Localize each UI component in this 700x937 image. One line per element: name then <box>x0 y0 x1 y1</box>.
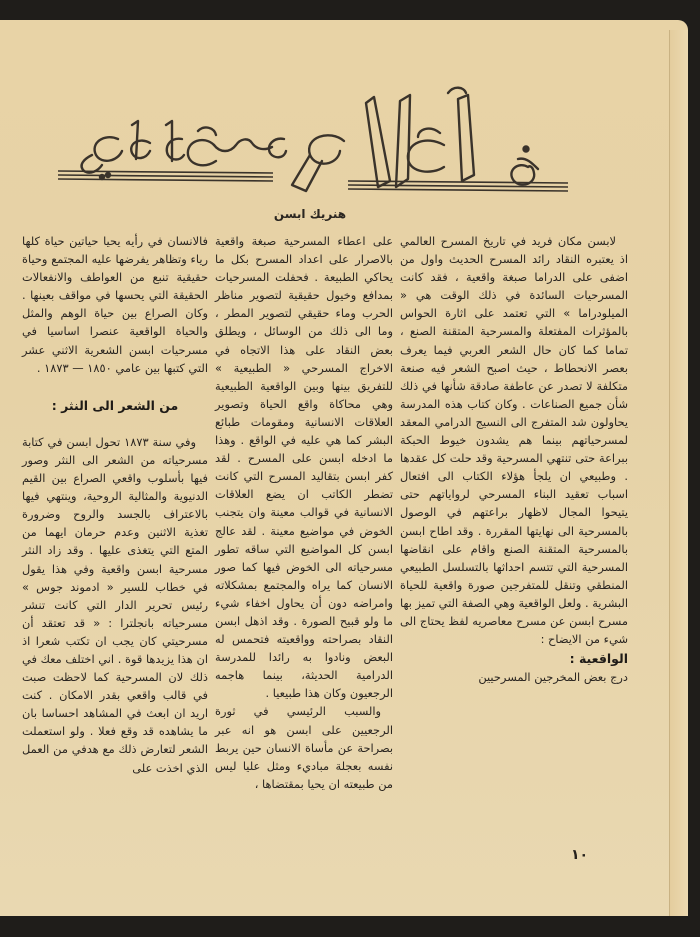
text-column-right <box>400 232 628 686</box>
text-column-middle <box>215 232 393 793</box>
page-number: ١٠ <box>571 847 589 863</box>
page-edge <box>669 30 688 916</box>
paragraph: درج بعض المخرجين المسرحيين <box>478 670 628 685</box>
paragraph: وفي سنة ١٨٧٣ تحول ابسن في كتابة مسرحياته من الشعر الى النثر وصور فيها بأسلوب واقعي الصراع بين القيم الدنيوية والمثالية الروحية، وينتهي فيها بالاعتراف بالجسد والروح وضرورة تغذية الاثنين وعدم حرمان ايهما من المتع التي يتغذى عليها . وقد زاد النثر مسرحية ابسن واقعية وفي هذا يقول في خطاب للسير « ادموند جوس » رئيس تحرير الدار التي كانت تنشر مسرحياته بانجلترا : « قد تعتقد أن مسرحيتي كان يجب ان تكتب شعرا اذ ان هذا يزيدها قوة . اني اختلف معك في ذلك لان المسرحية كما لاحظت صبت في قالب واقعي بقدر الامكان . كنت اريد ان ابعث في المشاهد احساسا بان ما يشاهده قد وقع فعلا . ولو استعملت الشعر لتعارض ذلك مع هدفي من العمل الذي اخذت على <box>22 434 208 775</box>
paragraph: فالانسان في رأيه يحيا حياتين حياة كلها رياء وتظاهر يفرضها عليه المجتمع وحياة حقيقية تنبع من العواطف والانفعالات الحقيقة التي يحسها في مواقف بعينها . وكان الصراع بين حياة الوهم والمثل والحياة الواقعية عنصرا اساسيا في مسرحيات ابسن الشعرية الاثني عشر التي كتبها بين عامي ١٨٥٠ — ١٨٧٣ . <box>22 234 208 375</box>
text-column-left <box>22 232 208 777</box>
paragraph: لابسن مكان فريد في تاريخ المسرح العالمي اذ يعتبره النقاد رائد المسرح الحديث واول من اضفى على الدراما صبغة واقعية ، فقد كانت المسرحيات السائدة في ذلك الوقت هي « الميلودراما » التي تعتمد على اثارة الحواس بالمؤثرات المفتعلة والمسرحية المتقنة الصنع ، تماما كما كان حال الشعر العربي فيما يعرف بعصر الانحطاط ، حيث اصبح الشعر فيه صنعة متكلفة لا تصدر عن عاطفة صادقة شأنها في ذلك شأن جميع الصناعات . وكان كتاب هذه المدرسة يحاولون شد المتفرج الى النسيج الدرامي المعقد لمسرحياتهم بينما هم يشدون خيوط الحبكة ببراعة حتى تنتهي المسرحية وقد حلت كل عقدها . وطبيعي ان يلجأ هؤلاء الكتاب الى افتعال اسباب تعقيد البناء المسرحي لرواياتهم حتى يتيحوا المجال لاظهار براعتهم في الوصول بالمسرحية الى نهايتها المقررة . وقد اطاح ابسن بالمسرحية المتقنة الصنع واقام على انقاضها المسرحية التي تتسم احداثها بالتسلسل الطبيعي المنطقي وتنقل للمتفرجين صورة واقعية للحياة البشرية . ولعل الواقعية وهي الصفة التي تميز بها مسرح ابسن عن مسرح معاصريه لفظ يحتاج الى شيء من الايضاح : <box>400 234 628 647</box>
paragraph: على اعطاء المسرحية صبغة واقعية بالاصرار على اعداد المسرح بكل ما يحاكي الطبيعة . فحفلت المسرحيات بمدافع وخيول حقيقية لتصوير مناظر الحرب وماء حقيقي لتصوير المطر ، وما الى ذلك من الوسائل ، ويطلق بعض النقاد على هذا الاتجاه في الاخراج المسرحي « الطبيعية » للتفريق بينها وبين الواقعية الطبيعية وهي محاكاة واقع الحياة وتصوير العلاقات الانسانية ومقومات طبائع البشر كما هي عليه في الواقع . وهذا ما ادخله ابسن على المسرح . لقد كفر ابسن بتقاليد المسرح التي كانت تضطر الكاتب ان يضع العلاقات الانسانية في قوالب معينة وان يتجنب الخوض في مواضيع معينة . لقد عالج ابسن كل المواضيع التي ساقه تطور مسرحياته الى الخوض فيها كما صور الانسان كما يراه والمجتمع بمشكلاته وامراضه دون أن يحاول اخفاء شيء ما ولو قبيح الصورة . وقد اذهل ابسن النقاد بصراحته وواقعيته فتحمس له البعض ونادوا به رائدا للمدرسة الدرامية الحديثة، بينما هاجمه الرجعيون وكان هذا طبيعيا . <box>215 234 393 701</box>
section-heading-poetry-to-prose: من الشعر الى النثر : <box>51 397 179 413</box>
article-title-calligraphy <box>48 85 578 215</box>
title-lettering-graphic <box>48 85 578 215</box>
paragraph: والسبب الرئيسي في ثورة الرجعيين على ابسن هو انه عبر بصراحة عن مأساة الانسان حين يربط نفسه بعجلة مباديء ومثل عليا ليس من طبيعته ان يحيا بمقتضاها ، <box>215 704 393 791</box>
section-heading-realism: الواقعية : <box>569 651 628 667</box>
article-subtitle-author: هنريك ابسن <box>273 207 347 221</box>
